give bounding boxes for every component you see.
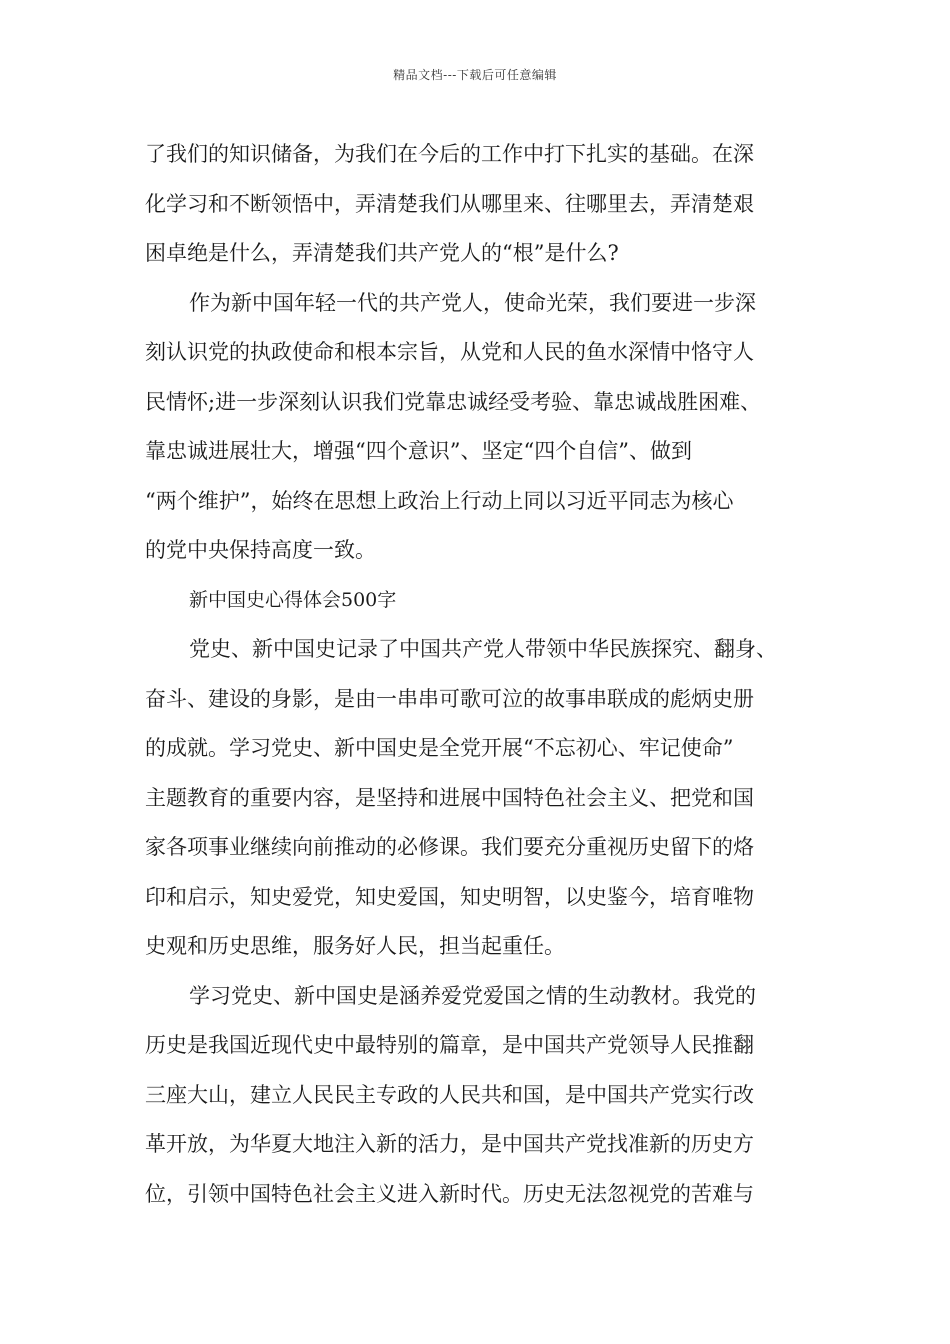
text-line: 奋斗、建设的身影，是由一串串可歌可泣的故事串联成的彪炳史册 [145, 686, 754, 711]
text-line: “两个维护”，始终在思想上政治上行动上同以习近平同志为核心 [145, 488, 734, 513]
text-line: 三座大山，建立人民民主专政的人民共和国，是中国共产党实行改 [145, 1082, 754, 1107]
text-line: 历史是我国近现代史中最特别的篇章，是中国共产党领导人民推翻 [145, 1033, 754, 1057]
text-line: 位，引领中国特色社会主义进入新时代。历史无法忽视党的苦难与 [145, 1181, 754, 1206]
text-line: 了我们的知识储备，为我们在今后的工作中打下扎实的基础。在深 [145, 142, 754, 166]
text-line: 作为新中国年轻一代的共产党人，使命光荣，我们要进一步深 [189, 290, 756, 315]
text-line: 化学习和不断领悟中，弄清楚我们从哪里来、往哪里去，弄清楚艰 [145, 191, 754, 216]
text-line: 的成就。学习党史、新中国史是全党开展“不忘初心、牢记使命” [145, 736, 734, 760]
text-line: 靠忠诚进展壮大，增强“四个意识”、坚定“四个自信”、做到 [145, 439, 692, 463]
text-line: 史观和历史思维，服务好人民，担当起重任。 [145, 934, 565, 958]
text-line: 主题教育的重要内容，是坚持和进展中国特色社会主义、把党和国 [145, 785, 754, 810]
text-line: 学习党史、新中国史是涵养爱党爱国之情的生动教材。我党的 [189, 983, 756, 1008]
document-body [145, 130, 825, 1219]
text-line: 革开放，为华夏大地注入新的活力，是中国共产党找准新的历史方 [145, 1132, 754, 1156]
page-header: 精品文档---下载后可任意编辑 [393, 68, 557, 82]
text-line: 刻认识党的执政使命和根本宗旨，从党和人民的鱼水深情中恪守人 [145, 340, 754, 364]
text-line: 困卓绝是什么，弄清楚我们共产党人的“根”是什么? [145, 241, 619, 265]
text-line: 的党中央保持高度一致。 [145, 538, 376, 562]
text-line: 印和启示，知史爱党，知史爱国，知史明智，以史鉴今，培育唯物 [145, 884, 754, 909]
text-line: 民情怀;进一步深刻认识我们党靠忠诚经受考验、靠忠诚战胜困难、 [145, 389, 762, 414]
text-line: 党史、新中国史记录了中国共产党人带领中华民族探究、翻身、 [189, 637, 777, 661]
section-heading: 新中国史心得体会500字 [189, 588, 397, 611]
text-line: 家各项事业继续向前推动的必修课。我们要充分重视历史留下的烙 [145, 835, 754, 859]
